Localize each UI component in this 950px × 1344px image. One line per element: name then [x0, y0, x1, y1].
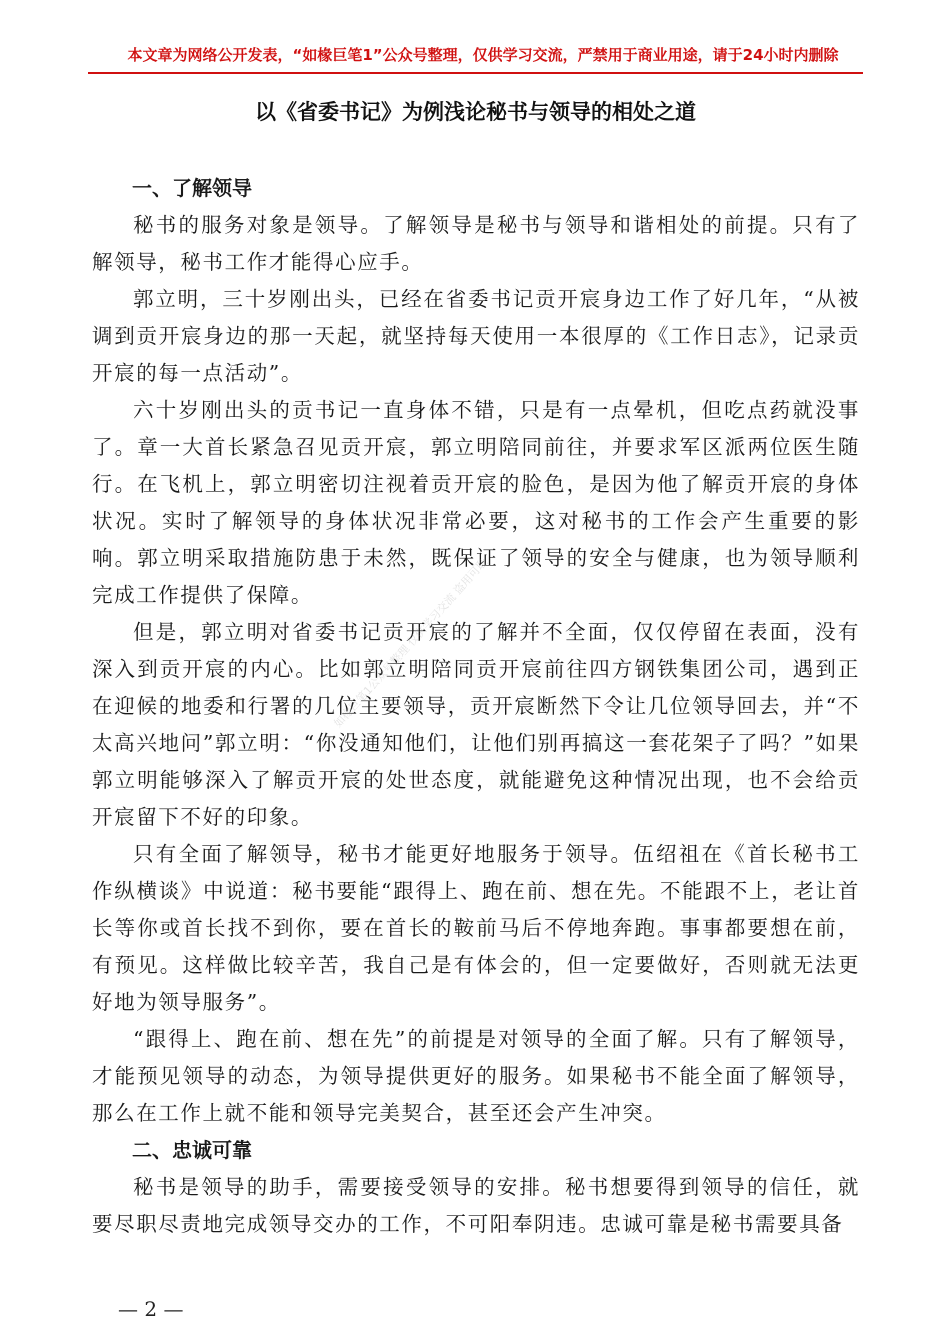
paragraph: 秘书是领导的助手，需要接受领导的安排。秘书想要得到领导的信任，就要尽职尽责地完成领导交办的工作，不可阳奉阴违。忠诚可靠是秘书需要具备	[92, 1175, 860, 1236]
paragraph: 秘书的服务对象是领导。了解领导是秘书与领导和谐相处的前提。只有了解领导，秘书工作才能得心应手。	[92, 213, 860, 274]
section-heading-2: 二、忠诚可靠	[132, 1138, 252, 1162]
paragraph: 六十岁刚出头的贡书记一直身体不错，只是有一点晕机，但吃点药就没事了。章一大首长紧急召见贡开宸，郭立明陪同前往，并要求军区派两位医生随行。在飞机上，郭立明密切注视着贡开宸的脸色，是因为他了解贡开宸的身体状况。实时了解领导的身体状况非常必要，这对秘书的工作会产生重要的影响。郭立明采取措施防患于未然，既保证了领导的安全与健康，也为领导顺利完成工作提供了保障。	[92, 398, 860, 607]
page-number: — 2 —	[118, 1297, 184, 1321]
section-heading-1: 一、了解领导	[132, 176, 252, 200]
watermark-text: 如椽巨笔1公众号整理 仅供学习交流 盗用可耻	[331, 555, 491, 731]
header-rule	[88, 72, 863, 74]
document-title: 以《省委书记》为例浅论秘书与领导的相处之道	[255, 99, 696, 124]
paragraph: 郭立明，三十岁刚出头，已经在省委书记贡开宸身边工作了好几年，“从被调到贡开宸身边的那一天起，就坚持每天使用一本很厚的《工作日志》，记录贡开宸的每一点活动”。	[92, 287, 860, 385]
paragraph: 只有全面了解领导，秘书才能更好地服务于领导。伍绍祖在《首长秘书工作纵横谈》中说道：秘书要能“跟得上、跑在前、想在先。不能跟不上，老让首长等你或首长找不到你，要在首长的鞍前马后不停地奔跑。事事都要想在前，有预见。这样做比较辛苦，我自己是有体会的，但一定要做好，否则就无法更好地为领导服务”。	[92, 842, 860, 1014]
paragraph: 但是，郭立明对省委书记贡开宸的了解并不全面，仅仅停留在表面，没有深入到贡开宸的内心。比如郭立明陪同贡开宸前往四方钢铁集团公司，遇到正在迎候的地委和行署的几位主要领导，贡开宸断然下令让几位领导回去，并“不太高兴地问”郭立明：“你没通知他们，让他们别再搞这一套花架子了吗？”如果郭立明能够深入了解贡开宸的处世态度，就能避免这种情况出现，也不会给贡开宸留下不好的印象。	[92, 620, 860, 829]
disclaimer-banner: 本文章为网络公开发表，“如椽巨笔1”公众号整理，仅供学习交流，严禁用于商业用途，请于24小时内删除	[127, 46, 839, 64]
paragraph: “跟得上、跑在前、想在先”的前提是对领导的全面了解。只有了解领导，才能预见领导的动态，为领导提供更好的服务。如果秘书不能全面了解领导，那么在工作上就不能和领导完美契合，甚至还会产生冲突。	[92, 1027, 860, 1125]
document-body	[92, 170, 860, 1243]
